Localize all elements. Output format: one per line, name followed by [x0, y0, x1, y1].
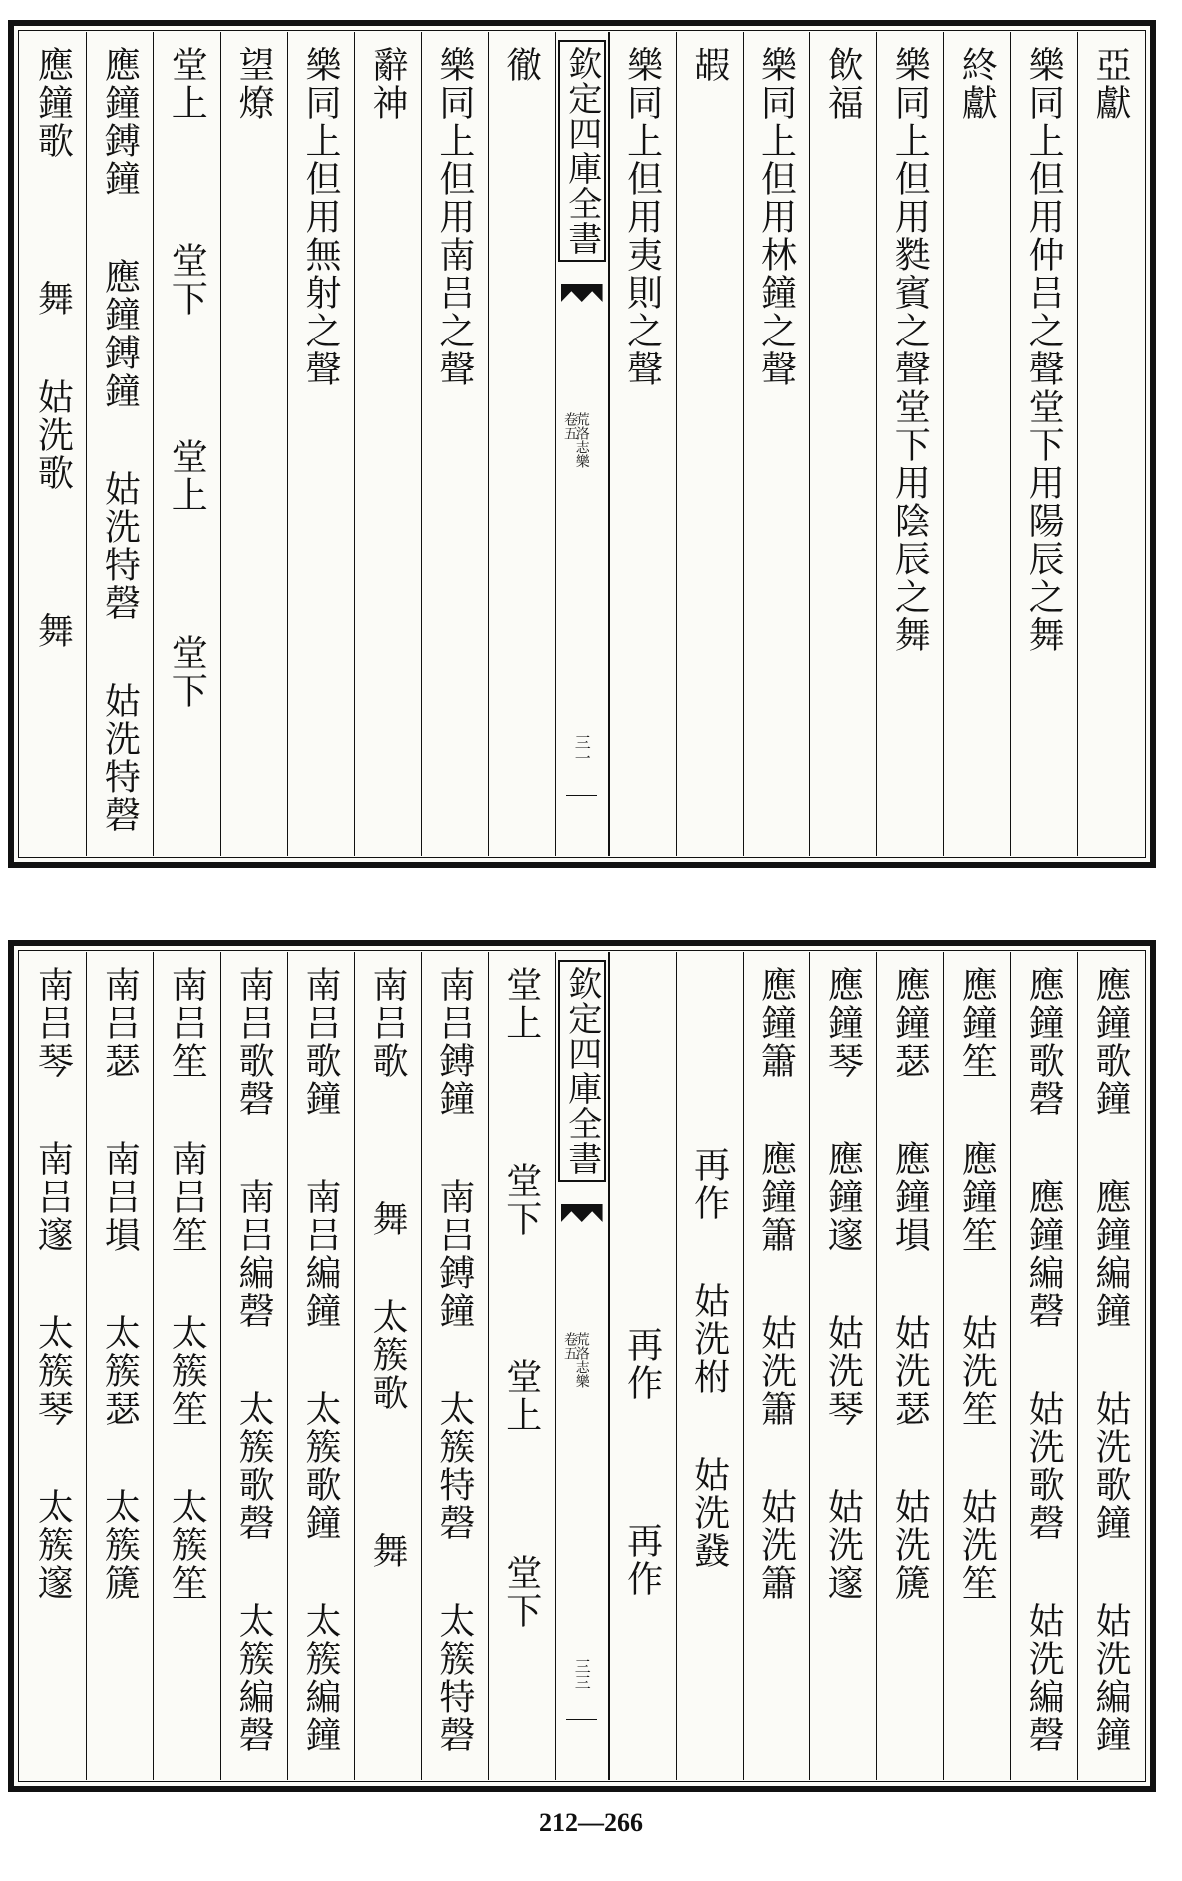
text-column [287, 952, 354, 1780]
column-segment: 太簇歌 [366, 1298, 408, 1412]
column-segment: 應鐘簫 [755, 1140, 797, 1254]
column-segment: 堂下 [500, 1554, 542, 1630]
column-text: 樂同上但用㽔賓之聲堂下用陰辰之舞 [889, 46, 931, 654]
column-segment: 應鐘歌鐘 [1090, 966, 1131, 1118]
column-segment: 堂下 [500, 1162, 542, 1238]
column-segment: 堂上 [166, 438, 208, 514]
column-segment: 應鐘塤 [889, 1140, 931, 1254]
column-segment: 姑洗邃 [822, 1488, 864, 1602]
text-column [743, 32, 810, 856]
column-segment: 姑洗編鐘 [1090, 1602, 1131, 1754]
column-text: 飲福 [822, 46, 864, 122]
column-segment: 舞 [366, 1200, 408, 1238]
column-segment: 姑洗特磬 [99, 682, 141, 834]
column-segment: 姑洗編磬 [1023, 1602, 1065, 1754]
column-segment: 堂上 [500, 966, 542, 1042]
upper-page [8, 20, 1156, 868]
column-segment: 南吕鎛鐘 [433, 966, 475, 1118]
column-segment: 應鐘邃 [822, 1140, 864, 1254]
column-text [355, 966, 421, 1570]
column-segment: 南吕編鐘 [300, 1178, 342, 1330]
text-column [876, 32, 943, 856]
column-segment: 應鐘笙 [956, 966, 998, 1080]
column-segment: 太簇笙 [166, 1488, 208, 1602]
column-text [944, 966, 1010, 1602]
column-segment: 堂下 [166, 634, 208, 710]
column-segment: 姑洗柎 [688, 1282, 730, 1396]
column-segment: 應鐘鎛鐘 [99, 46, 141, 198]
column-segment: 姑洗琴 [822, 1314, 864, 1428]
lower-page [8, 940, 1156, 1792]
column-text: 樂同上但用林鐘之聲 [755, 46, 797, 388]
column-segment: 堂上 [166, 46, 208, 122]
column-text [154, 966, 220, 1602]
divider [566, 1719, 597, 1720]
page-gutter [555, 32, 609, 856]
upper-page-columns [20, 32, 1144, 856]
text-column [743, 952, 810, 1780]
column-segment: 應鐘簫 [755, 966, 797, 1080]
column-text [1078, 966, 1144, 1754]
column-text [20, 966, 86, 1602]
section-title: 荒洛志樂 [573, 1332, 590, 1388]
column-segment: 姑洗篪 [889, 1488, 931, 1602]
folio-number: 三一 [572, 734, 592, 766]
text-column [876, 952, 943, 1780]
text-column [86, 32, 153, 856]
book-title: 欽定四庫全書 [558, 960, 606, 1182]
page-gutter [555, 952, 609, 1780]
column-segment: 應鐘編磬 [1023, 1178, 1065, 1330]
column-text [20, 46, 86, 650]
column-segment: 姑洗歌 [32, 378, 74, 492]
column-segment: 南吕邃 [32, 1140, 74, 1254]
column-segment: 太簇琴 [32, 1314, 74, 1428]
column-segment: 姑洗鼗 [688, 1456, 730, 1570]
column-segment: 再作 [621, 1326, 663, 1402]
column-segment: 太簇篪 [99, 1488, 141, 1602]
column-segment: 應鐘歌 [32, 46, 74, 160]
text-column [1077, 32, 1144, 856]
text-column [609, 32, 676, 856]
text-column [1077, 952, 1144, 1780]
column-segment: 舞 [366, 1532, 408, 1570]
divider [566, 795, 597, 796]
text-column [354, 952, 421, 1780]
text-column [809, 952, 876, 1780]
column-text [154, 46, 220, 710]
column-segment: 姑洗簫 [755, 1488, 797, 1602]
column-segment: 南吕笙 [166, 966, 208, 1080]
column-text [677, 966, 743, 1570]
column-text [1011, 966, 1077, 1754]
column-segment: 太簇邃 [32, 1488, 74, 1602]
text-column [220, 32, 287, 856]
column-segment: 應鐘編鐘 [1090, 1178, 1131, 1330]
text-column [676, 32, 743, 856]
text-column [354, 32, 421, 856]
text-column [488, 952, 555, 1780]
column-text [422, 966, 488, 1754]
column-segment: 姑洗笙 [956, 1314, 998, 1428]
folio-number: 三三 [572, 1658, 592, 1690]
column-segment: 太簇笙 [166, 1314, 208, 1428]
fishtail-ornament [561, 284, 603, 302]
column-segment: 姑洗歌鐘 [1090, 1390, 1131, 1542]
column-segment: 南吕瑟 [99, 966, 141, 1080]
section-title: 荒洛志樂 [573, 412, 590, 468]
column-segment: 應鐘鎛鐘 [99, 258, 141, 410]
column-segment: 應鐘笙 [956, 1140, 998, 1254]
text-column [676, 952, 743, 1780]
column-text: 樂同上但用仲吕之聲堂下用陽辰之舞 [1023, 46, 1065, 654]
volume-number: 卷五 [561, 412, 578, 440]
lower-page-columns [20, 952, 1144, 1780]
column-segment: 南吕琴 [32, 966, 74, 1080]
column-text: 辭神 [366, 46, 408, 122]
text-column [943, 32, 1010, 856]
column-segment: 南吕鎛鐘 [433, 1178, 475, 1330]
column-segment: 太簇歌磬 [233, 1390, 275, 1542]
volume-number: 卷五 [561, 1332, 578, 1360]
column-text: 樂同上但用無射之聲 [300, 46, 342, 388]
text-column [153, 32, 220, 856]
column-text [610, 966, 676, 1598]
column-text: 終獻 [956, 46, 998, 122]
column-segment: 南吕塤 [99, 1140, 141, 1254]
column-segment: 南吕歌鐘 [300, 966, 342, 1118]
column-text: 徹 [500, 46, 542, 84]
column-text: 樂同上但用南吕之聲 [433, 46, 475, 388]
column-segment: 姑洗特磬 [99, 470, 141, 622]
column-text: 亞獻 [1090, 46, 1131, 122]
column-segment: 太簇瑟 [99, 1314, 141, 1428]
fishtail-ornament [561, 1204, 603, 1222]
column-text [87, 966, 153, 1602]
column-segment: 再作 [688, 1146, 730, 1222]
column-text [489, 966, 555, 1630]
column-segment: 堂下 [166, 242, 208, 318]
column-text [221, 966, 287, 1754]
column-segment: 姑洗瑟 [889, 1314, 931, 1428]
column-text [810, 966, 876, 1602]
text-column [488, 32, 555, 856]
column-segment: 南吕歌 [366, 966, 408, 1080]
text-column [1010, 32, 1077, 856]
text-column [421, 32, 488, 856]
column-segment: 姑洗笙 [956, 1488, 998, 1602]
column-segment: 再作 [621, 1522, 663, 1598]
column-text [744, 966, 810, 1602]
text-column [153, 952, 220, 1780]
column-segment: 舞 [32, 612, 74, 650]
column-segment: 應鐘琴 [822, 966, 864, 1080]
text-column [287, 32, 354, 856]
column-segment: 應鐘歌磬 [1023, 966, 1065, 1118]
text-column [421, 952, 488, 1780]
column-text [288, 966, 354, 1754]
column-segment: 太簇編磬 [233, 1602, 275, 1754]
column-segment: 南吕歌磬 [233, 966, 275, 1118]
column-segment: 太簇特磬 [433, 1602, 475, 1754]
column-segment: 姑洗歌磬 [1023, 1390, 1065, 1542]
column-segment: 堂上 [500, 1358, 542, 1434]
text-column [609, 952, 676, 1780]
page-number: 212—266 [539, 1808, 643, 1837]
column-segment: 應鐘瑟 [889, 966, 931, 1080]
text-column [20, 952, 86, 1780]
column-text: 樂同上但用夷則之聲 [621, 46, 663, 388]
column-text: 望燎 [233, 46, 275, 122]
column-segment: 舞 [32, 280, 74, 318]
column-text [87, 46, 153, 834]
text-column [1010, 952, 1077, 1780]
column-segment: 南吕笙 [166, 1140, 208, 1254]
text-column [20, 32, 86, 856]
column-segment: 太簇歌鐘 [300, 1390, 342, 1542]
column-segment: 南吕編磬 [233, 1178, 275, 1330]
book-title: 欽定四庫全書 [558, 40, 606, 262]
column-segment: 太簇特磬 [433, 1390, 475, 1542]
column-text [877, 966, 943, 1602]
text-column [809, 32, 876, 856]
text-column [943, 952, 1010, 1780]
text-column [86, 952, 153, 1780]
column-segment: 太簇編鐘 [300, 1602, 342, 1754]
column-text: 嘏 [688, 46, 730, 84]
column-segment: 姑洗簫 [755, 1314, 797, 1428]
text-column [220, 952, 287, 1780]
